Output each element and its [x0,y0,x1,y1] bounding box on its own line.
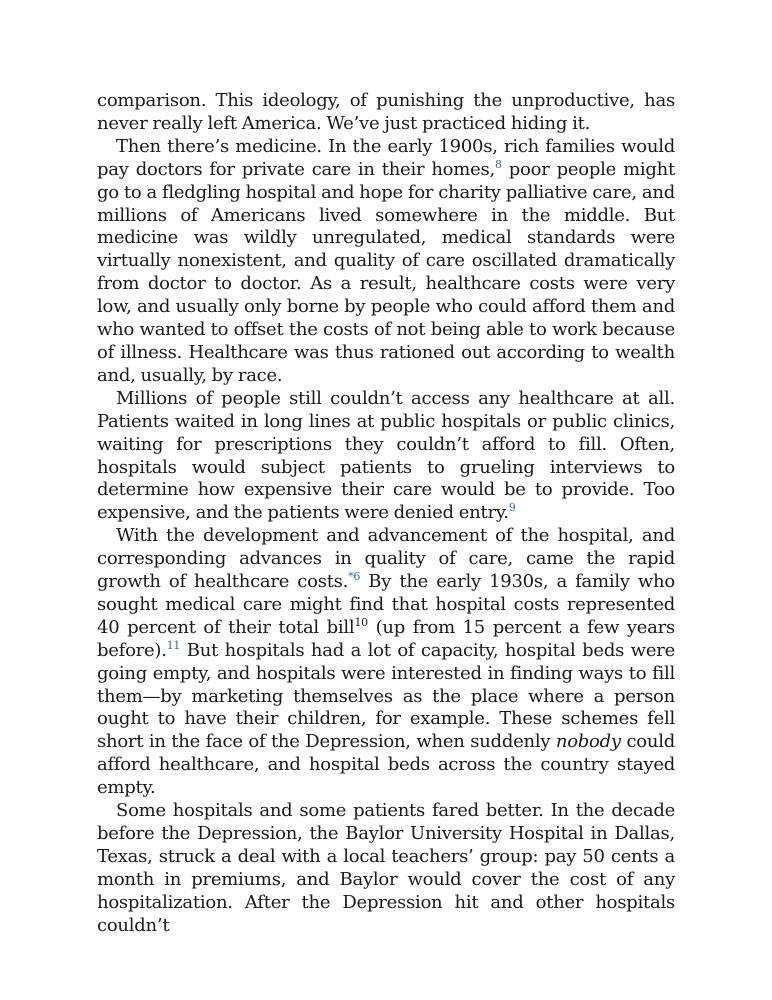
footnote-link-star-6[interactable]: *6 [348,570,361,584]
paragraph-4-emphasis: nobody [555,731,621,753]
footnote-link-11[interactable]: 11 [166,638,181,652]
paragraph-2-text-b: poor people might go to a fledgling hospital and hope for charity palliative care, and millions of Americans lived somewhere in the middle. But medicine was wildly unregulated, medical standards were virtually nonexistent, and quality of care oscillated dramatically from doctor to doctor. As a result, healthcare costs were very low, and usually only borne by people who could afford them and who wanted to offset the costs of not being able to work because of illness. Healthcare was thus rationed out according to wealth and, usually, by race. [97,158,675,386]
paragraph-1-text: comparison. This ideology, of punishing the unproductive, has never really left America. We’ve just practiced hiding it. [97,90,675,134]
book-page [97,90,675,938]
paragraph-5 [97,800,675,937]
paragraph-3 [97,388,675,525]
footnote-link-9[interactable]: 9 [508,501,516,515]
paragraph-3-text: Millions of people still couldn’t access any healthcare at all. Patients waited in long lines at public hospitals or public clinics, waiting for prescriptions they couldn’t afford to fill. Often, hospitals would subject patients to grueling interviews to determine how expensive their care would be to provide. Too expensive, and the patients were denied entry. [97,387,675,524]
paragraph-4 [97,525,675,800]
paragraph-2 [97,136,675,388]
footnote-link-8[interactable]: 8 [494,157,502,171]
paragraph-1 [97,90,675,136]
paragraph-4-text-e: could afford healthcare, and hospital beds across the country stayed empty. [97,731,675,799]
paragraph-4-text-a: With the development and advancement of the hospital, and corresponding advances in quality of care, came the rapid growth of healthcare costs. [97,525,675,593]
footnote-ref-10: 10 [354,615,368,629]
paragraph-4-text-d: But hospitals had a lot of capacity, hospital beds were going empty, and hospitals were interested in finding ways to fill them—by marketing themselves as the place where a person ought to have their children, for example. These schemes fell short in the face of the Depression, when suddenly [97,639,675,753]
paragraph-2-text-a: Then there’s medicine. In the early 1900s, rich families would pay doctors for private care in their homes, [97,135,675,180]
paragraph-4-text-c: (up from 15 percent a few years before). [97,616,676,661]
paragraph-5-text: Some hospitals and some patients fared better. In the decade before the Depression, the Baylor University Hospital in Dallas, Texas, struck a deal with a local teachers’ group: pay 50 cents a month in premiums, and Baylor would cover the cost of any hospitalization. After the Depression hit and other hospitals couldn’t [97,800,675,936]
paragraph-4-text-b: By the early 1930s, a family who sought medical care might find that hospital costs represented 40 percent of their total bill [97,571,675,638]
